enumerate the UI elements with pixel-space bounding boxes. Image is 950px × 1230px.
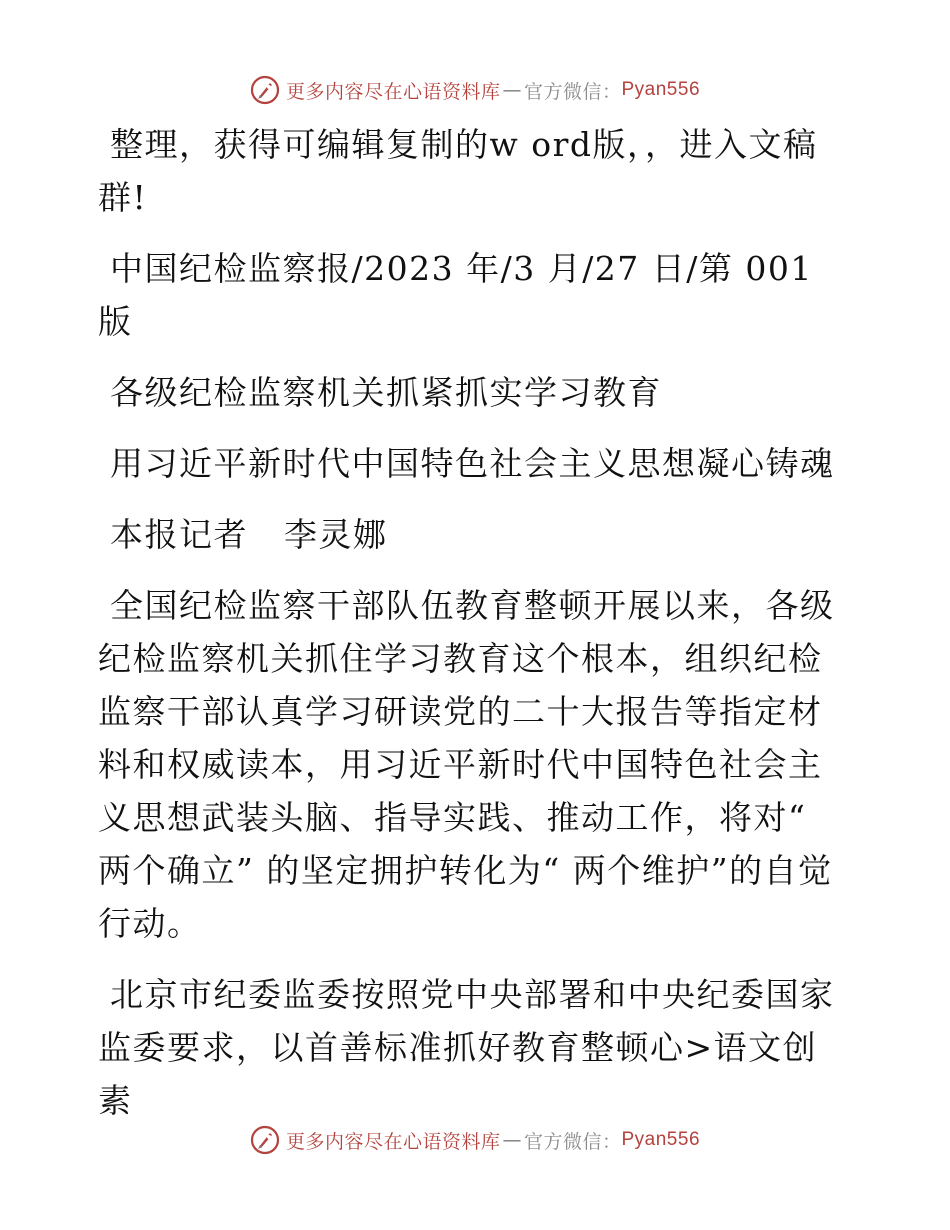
paragraph-1: 全国纪检监察干部队伍教育整顿开展以来，各级纪检监察机关抓住学习教育这个根本，组织纪检监察干部认真学习研读党的二十大报告等指定材料和权威读本，用习近平新时代中国特色社会主义思想武装头脑、指导实践、推动工作，将对“ 两个确立” 的坚定拥护转化为“ 两个维护”的自觉行动。 — [98, 586, 835, 943]
document-body — [98, 118, 850, 1127]
wechat-label: 官方微信： — [523, 80, 622, 103]
source-line: 中国纪检监察报/2023 年/3 月/27 日/第 001 版 — [98, 249, 825, 341]
wechat-id: Pyan556 — [621, 1129, 701, 1150]
wechat-id: Pyan556 — [621, 79, 701, 100]
banner-separator: — — [502, 79, 522, 101]
headline-line-2: 用习近平新时代中国特色社会主义思想凝心铸魂 — [98, 444, 835, 483]
quill-pen-logo-icon — [250, 75, 280, 105]
wechat-label: 官方微信： — [523, 1130, 622, 1153]
banner-separator: — — [502, 1129, 522, 1151]
headline-line-1: 各级纪检监察机关抓紧抓实学习教育 — [98, 373, 662, 412]
promo-text: 更多内容尽在心语资料库 — [285, 1130, 501, 1153]
promo-text: 更多内容尽在心语资料库 — [285, 80, 501, 103]
intro-line-2: 群! — [98, 178, 148, 217]
paragraph-2: 北京市纪委监委按照党中央部署和中央纪委国家监委要求，以首善标准抓好教育整顿心>语文创素 — [98, 975, 835, 1120]
header-banner — [0, 70, 950, 110]
byline: 本报记者 李灵娜 — [98, 515, 388, 554]
quill-pen-logo-icon — [250, 1125, 280, 1155]
intro-line-1: 整理，获得可编辑复制的w ord版，，进入文稿 — [98, 125, 818, 164]
footer-banner — [0, 1120, 950, 1160]
